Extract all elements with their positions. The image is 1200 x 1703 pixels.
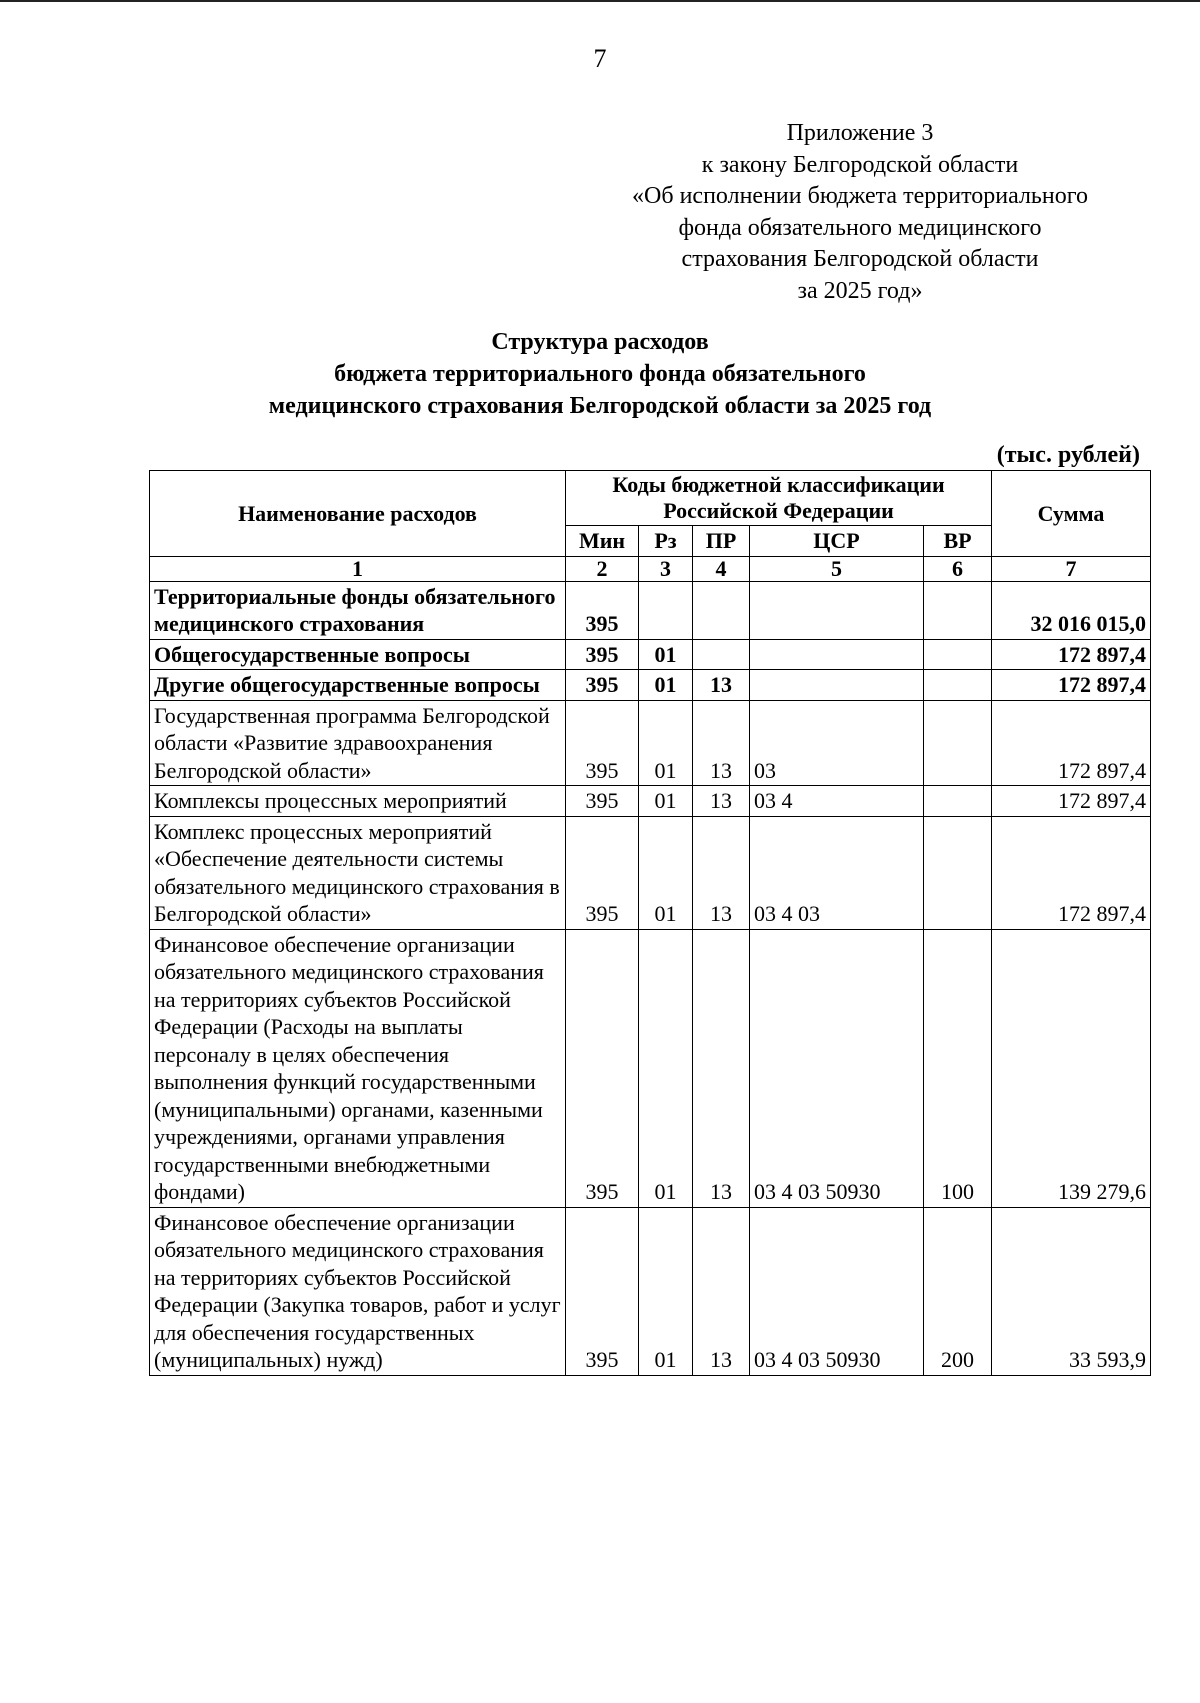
table-row <box>150 639 1151 670</box>
top-border-line <box>0 0 1200 2</box>
code-vr <box>924 786 992 817</box>
code-min: 395 <box>566 816 639 929</box>
expense-name: Территориальные фонды обязательного медицинского страхования <box>150 581 566 639</box>
header-row <box>150 471 1151 526</box>
code-rz <box>639 581 693 639</box>
table-row <box>150 670 1151 701</box>
amount: 33 593,9 <box>992 1207 1151 1375</box>
code-pr: 13 <box>693 929 750 1207</box>
code-vr <box>924 639 992 670</box>
code-csr <box>750 581 924 639</box>
appendix-line: за 2025 год» <box>797 277 923 304</box>
code-vr <box>924 670 992 701</box>
appendix-line: фонда обязательного медицинского <box>678 214 1042 241</box>
code-rz: 01 <box>639 1207 693 1375</box>
code-csr: 03 4 03 50930 <box>750 1207 924 1375</box>
amount: 172 897,4 <box>992 700 1151 786</box>
header-codes-group: Коды бюджетной классификации Российской Федерации <box>566 471 992 526</box>
header-vr: ВР <box>924 526 992 557</box>
expense-name: Другие общегосударственные вопросы <box>150 670 566 701</box>
column-number-row <box>150 556 1151 581</box>
code-rz: 01 <box>639 670 693 701</box>
page-number: 7 <box>593 44 607 73</box>
code-pr <box>693 581 750 639</box>
code-csr: 03 4 <box>750 786 924 817</box>
column-number: 7 <box>992 556 1151 581</box>
code-vr <box>924 581 992 639</box>
code-vr <box>924 700 992 786</box>
expense-name: Государственная программа Белгородской области «Развитие здравоохранения Белгородской области» <box>150 700 566 786</box>
code-csr <box>750 639 924 670</box>
appendix-line: к закону Белгородской области <box>701 151 1019 178</box>
table-row <box>150 816 1151 929</box>
amount: 172 897,4 <box>992 786 1151 817</box>
column-number: 3 <box>639 556 693 581</box>
expense-name: Комплексы процессных мероприятий <box>150 786 566 817</box>
code-min: 395 <box>566 786 639 817</box>
code-vr: 200 <box>924 1207 992 1375</box>
code-csr: 03 4 03 50930 <box>750 929 924 1207</box>
header-name: Наименование расходов <box>150 471 566 557</box>
title-line: медицинского страхования Белгородской области за 2025 год <box>268 393 932 419</box>
code-min: 395 <box>566 700 639 786</box>
table-row <box>150 929 1151 1207</box>
code-csr: 03 4 03 <box>750 816 924 929</box>
units-label: (тыс. рублей) <box>996 442 1140 468</box>
header-pr: ПР <box>693 526 750 557</box>
code-pr <box>693 639 750 670</box>
table-row <box>150 581 1151 639</box>
appendix-block <box>560 118 1160 307</box>
code-min: 395 <box>566 929 639 1207</box>
appendix-line: Приложение 3 <box>786 120 934 146</box>
column-number: 5 <box>750 556 924 581</box>
code-min: 395 <box>566 1207 639 1375</box>
header-sum: Сумма <box>992 471 1151 557</box>
code-rz: 01 <box>639 639 693 670</box>
header-csr: ЦСР <box>750 526 924 557</box>
document-title <box>0 326 1200 422</box>
appendix-line: «Об исполнении бюджета территориального <box>632 183 1088 209</box>
appendix-line: страхования Белгородской области <box>681 246 1039 272</box>
code-min: 395 <box>566 670 639 701</box>
column-number: 2 <box>566 556 639 581</box>
code-rz: 01 <box>639 929 693 1207</box>
code-vr: 100 <box>924 929 992 1207</box>
code-pr: 13 <box>693 700 750 786</box>
amount: 172 897,4 <box>992 639 1151 670</box>
amount: 32 016 015,0 <box>992 581 1151 639</box>
code-pr: 13 <box>693 786 750 817</box>
column-number: 4 <box>693 556 750 581</box>
code-min: 395 <box>566 639 639 670</box>
expense-name: Общегосударственные вопросы <box>150 639 566 670</box>
title-line: бюджета территориального фонда обязательного <box>334 361 866 387</box>
column-number: 1 <box>150 556 566 581</box>
code-rz: 01 <box>639 700 693 786</box>
code-csr <box>750 670 924 701</box>
title-line: Структура расходов <box>491 329 709 355</box>
code-rz: 01 <box>639 786 693 817</box>
amount: 139 279,6 <box>992 929 1151 1207</box>
code-vr <box>924 816 992 929</box>
header-rz: Рз <box>639 526 693 557</box>
code-pr: 13 <box>693 816 750 929</box>
table-row <box>150 700 1151 786</box>
expenses-table <box>149 470 1151 1376</box>
expense-name: Финансовое обеспечение организации обязательного медицинского страхования на территориях субъектов Российской Федерации (Закупка товаров, работ и услуг для обеспечения государственных (муниципальных) нужд) <box>150 1207 566 1375</box>
amount: 172 897,4 <box>992 670 1151 701</box>
column-number: 6 <box>924 556 992 581</box>
amount: 172 897,4 <box>992 816 1151 929</box>
table-row <box>150 786 1151 817</box>
code-csr: 03 <box>750 700 924 786</box>
code-pr: 13 <box>693 1207 750 1375</box>
table-row <box>150 1207 1151 1375</box>
code-pr: 13 <box>693 670 750 701</box>
code-min: 395 <box>566 581 639 639</box>
code-rz: 01 <box>639 816 693 929</box>
expense-name: Комплекс процессных мероприятий «Обеспечение деятельности системы обязательного медицинского страхования в Белгородской области» <box>150 816 566 929</box>
header-min: Мин <box>566 526 639 557</box>
expense-name: Финансовое обеспечение организации обязательного медицинского страхования на территориях субъектов Российской Федерации (Расходы на выплаты персоналу в целях обеспечения выполнения функций государственными (муниципальными) органами, казенными учреждениями, органами управления государственными внебюджетными фондами) <box>150 929 566 1207</box>
